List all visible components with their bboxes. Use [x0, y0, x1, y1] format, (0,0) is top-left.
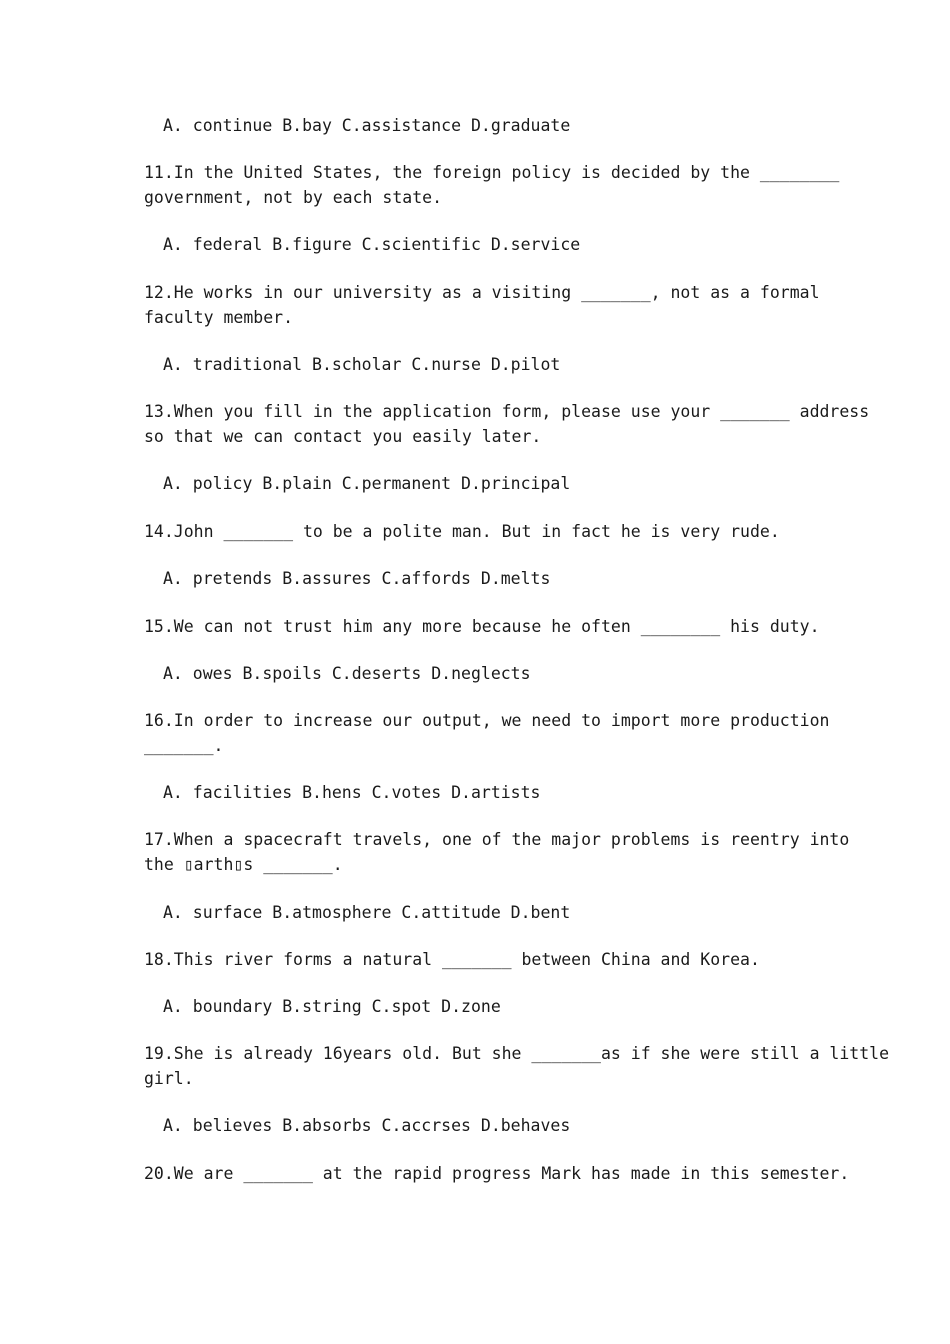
- options-line: A. pretends B.assures C.affords D.melts: [163, 569, 551, 588]
- question-line: 13.When you fill in the application form, please use your _______ address: [144, 402, 870, 421]
- question-line: 14.John _______ to be a polite man. But in fact he is very rude.: [144, 522, 780, 541]
- question-line: 18.This river forms a natural _______ between China and Korea.: [144, 950, 760, 969]
- options-line: A. surface B.atmosphere C.attitude D.bent: [163, 903, 571, 922]
- question-line: the ▯arth▯s _______.: [144, 855, 343, 874]
- question-line: girl.: [144, 1069, 194, 1088]
- question-line: 12.He works in our university as a visiting _______, not as a formal: [144, 283, 820, 302]
- question-line: 15.We can not trust him any more because he often ________ his duty.: [144, 617, 820, 636]
- options-line: A. federal B.figure C.scientific D.service: [163, 235, 581, 254]
- options-line: A. boundary B.string C.spot D.zone: [163, 997, 501, 1016]
- options-line: A. continue B.bay C.assistance D.graduate: [163, 116, 571, 135]
- options-line: A. facilities B.hens C.votes D.artists: [163, 783, 541, 802]
- question-line: 20.We are _______ at the rapid progress Mark has made in this semester.: [144, 1164, 850, 1183]
- options-line: A. owes B.spoils C.deserts D.neglects: [163, 664, 531, 683]
- question-line: 17.When a spacecraft travels, one of the major problems is reentry into: [144, 830, 850, 849]
- options-line: A. believes B.absorbs C.accrses D.behaves: [163, 1116, 571, 1135]
- question-line: so that we can contact you easily later.: [144, 427, 542, 446]
- question-line: government, not by each state.: [144, 188, 443, 207]
- question-line: faculty member.: [144, 308, 294, 327]
- question-line: 19.She is already 16years old. But she _______as if she were still a little: [144, 1044, 890, 1063]
- question-line: _______.: [144, 736, 224, 755]
- question-line: 11.In the United States, the foreign policy is decided by the ________: [144, 163, 840, 182]
- question-line: 16.In order to increase our output, we need to import more production: [144, 711, 830, 730]
- options-line: A. policy B.plain C.permanent D.principal: [163, 474, 571, 493]
- options-line: A. traditional B.scholar C.nurse D.pilot: [163, 355, 561, 374]
